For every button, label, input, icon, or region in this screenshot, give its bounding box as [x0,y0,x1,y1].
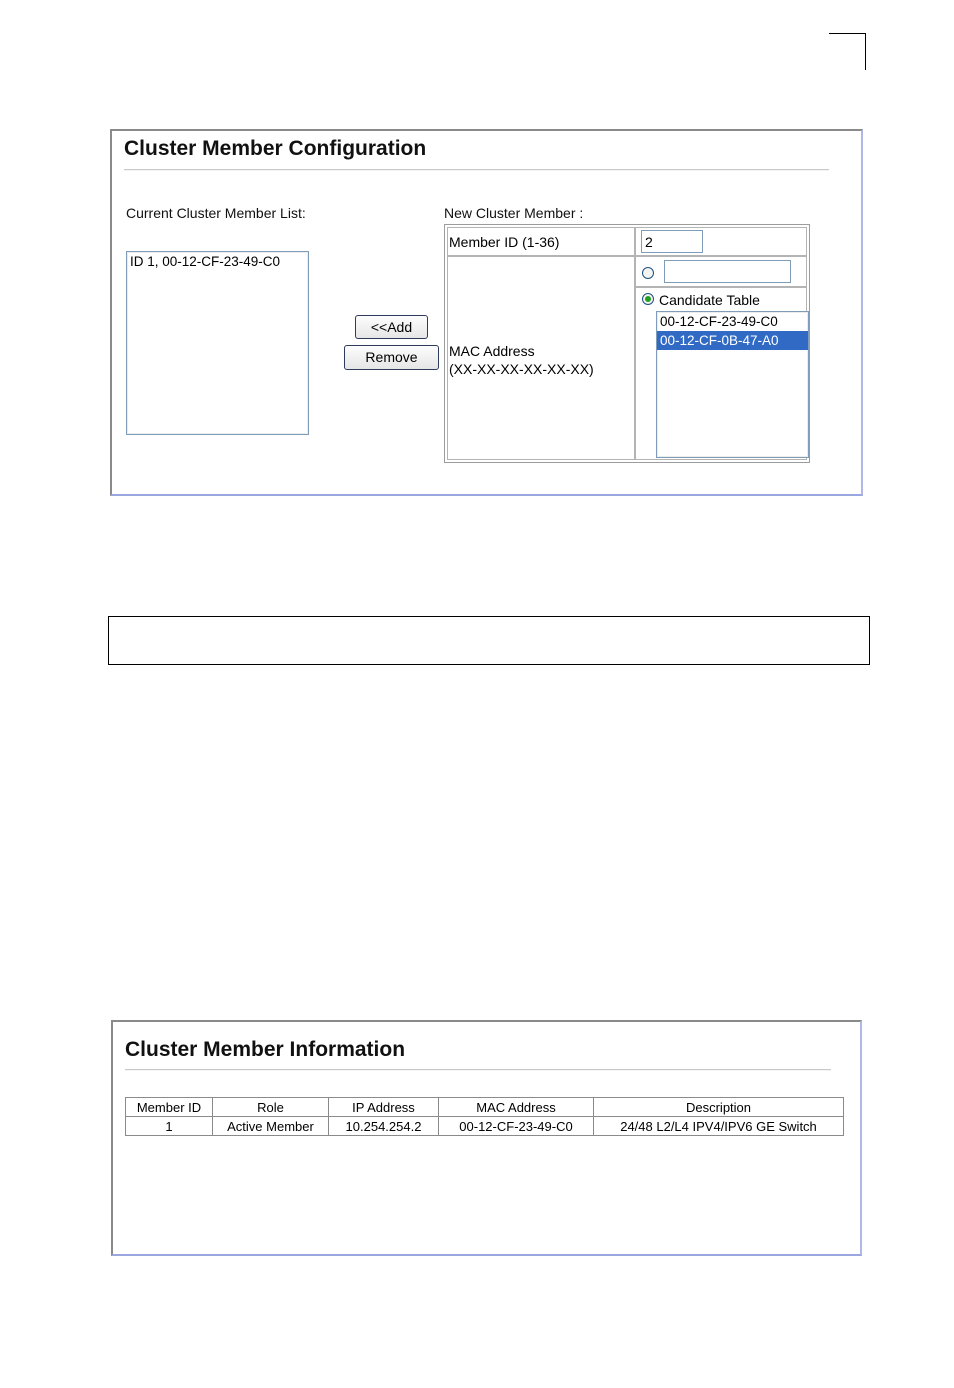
remove-button[interactable]: Remove [344,345,439,370]
candidate-table-label: Candidate Table [659,292,760,308]
current-member-listbox[interactable] [126,251,309,435]
panel-title: Cluster Member Configuration [124,137,427,160]
table-row [126,1117,844,1136]
member-id-input[interactable] [641,230,703,253]
candidate-table-cell [635,287,807,460]
column-header-role: Role [213,1098,329,1117]
cell-description: 24/48 L2/L4 IPV4/IPV6 GE Switch [594,1117,844,1136]
member-id-label: Member ID (1-36) [449,234,560,250]
list-item[interactable]: ID 1, 00-12-CF-23-49-C0 [130,254,281,269]
mac-manual-entry-cell [635,256,807,287]
mac-address-input[interactable] [664,260,791,283]
mac-address-label-title: MAC Address [449,343,535,359]
panel-title: Cluster Member Information [125,1038,406,1061]
mac-address-label-cell [447,256,635,460]
title-divider [125,1069,831,1071]
cell-member-id: 1 [126,1117,213,1136]
candidate-option-selected[interactable]: 00-12-CF-0B-47-A0 [657,331,808,350]
table-header-row [126,1098,844,1117]
manual-mac-radio[interactable] [642,267,654,279]
cell-role: Active Member [213,1117,329,1136]
member-info-table [125,1097,844,1136]
new-member-label: New Cluster Member : [444,205,584,221]
mac-address-format-hint: (XX-XX-XX-XX-XX-XX) [449,361,594,377]
page-corner-mark [829,33,866,70]
add-button[interactable]: <<Add [355,315,428,339]
new-member-form-table [444,224,810,463]
candidate-table-radio[interactable] [642,293,654,305]
column-header-mac-address: MAC Address [439,1098,594,1117]
cell-ip-address: 10.254.254.2 [329,1117,439,1136]
column-header-ip-address: IP Address [329,1098,439,1117]
title-divider [124,169,829,171]
candidate-listbox[interactable] [656,311,809,458]
member-id-label-cell [447,227,635,256]
column-header-description: Description [594,1098,844,1117]
cluster-member-configuration-panel [110,129,863,496]
candidate-option[interactable]: 00-12-CF-23-49-C0 [660,314,778,329]
column-header-member-id: Member ID [126,1098,213,1117]
cell-mac-address: 00-12-CF-23-49-C0 [439,1117,594,1136]
member-id-value-cell [635,227,807,256]
mac-address-label [449,342,594,378]
cluster-member-information-panel [111,1020,862,1256]
note-box [108,616,870,665]
current-member-list-label: Current Cluster Member List: [126,205,306,221]
